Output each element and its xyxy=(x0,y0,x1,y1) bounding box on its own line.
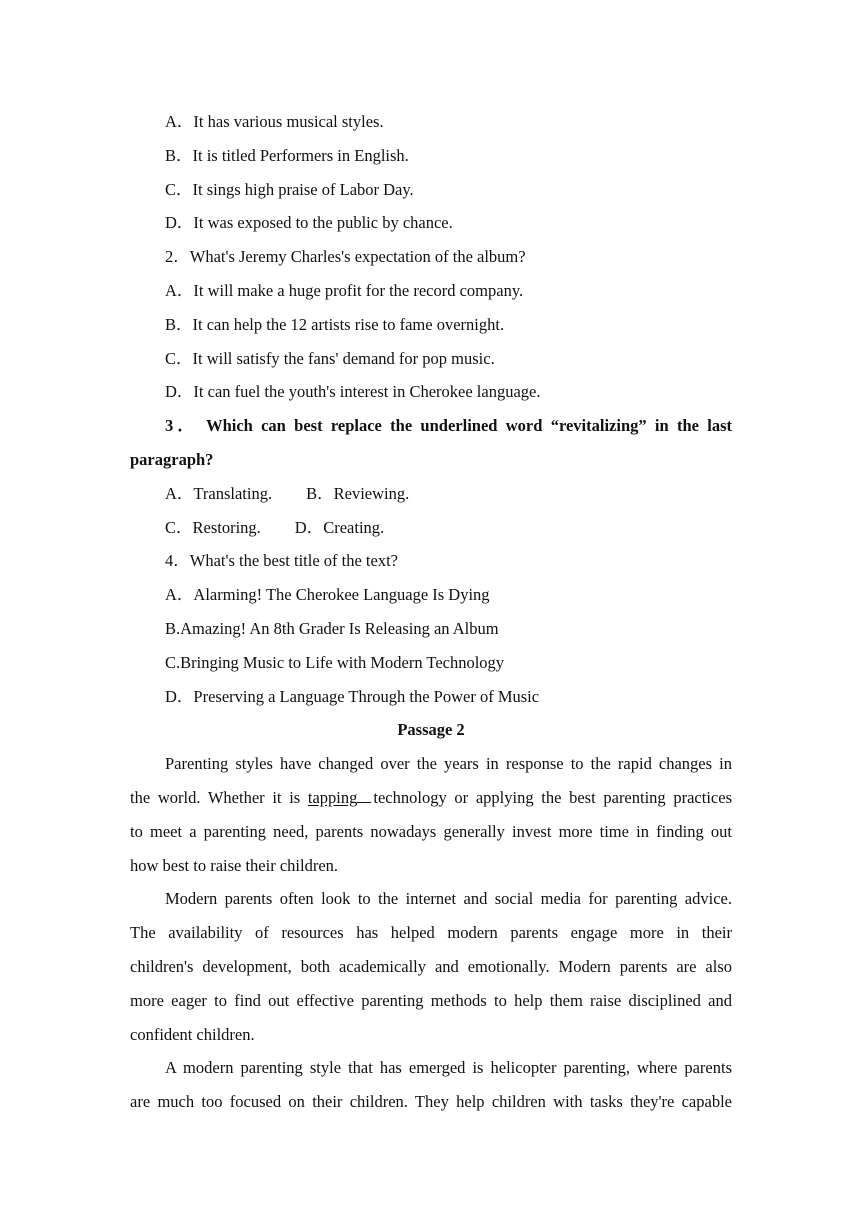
q3-option-d: D．Creating. xyxy=(294,517,385,537)
q1-option-c: C．It sings high praise of Labor Day. xyxy=(165,179,414,199)
q4-option-d: D．Preserving a Language Through the Power of Music xyxy=(165,686,540,706)
q3-option-a: A．Translating. xyxy=(165,483,273,503)
p1-line1: Parenting styles have changed over the years in response to the rapid changes in xyxy=(165,754,732,774)
document-page xyxy=(130,105,732,1119)
q3-options-ab xyxy=(130,477,732,511)
p1-line2-pre: the world. Whether it is xyxy=(130,787,308,807)
p1-line4: how best to raise their children. xyxy=(130,855,339,875)
q1-option-d: D．It was exposed to the public by chance. xyxy=(165,213,453,233)
q2-stem: 2．What's Jeremy Charles's expectation of the album? xyxy=(165,247,526,267)
q2-option-b: B．It can help the 12 artists rise to fame overnight. xyxy=(165,314,505,334)
q3-stem-line2: paragraph? xyxy=(130,449,214,469)
q2-option-d: D．It can fuel the youth's interest in Cherokee language. xyxy=(165,382,541,402)
p2-line5: confident children. xyxy=(130,1024,255,1044)
q1-option-a: A．It has various musical styles. xyxy=(165,112,384,131)
q2-option-c: C．It will satisfy the fans' demand for pop music. xyxy=(165,348,495,368)
q4-option-b: B.Amazing! An 8th Grader Is Releasing an Album xyxy=(165,618,499,638)
q2-option-a: A．It will make a huge profit for the record company. xyxy=(165,280,524,300)
p3-line1: A modern parenting style that has emerged is helicopter parenting, where parents xyxy=(165,1058,732,1078)
underlined-word: tapping xyxy=(307,787,358,807)
p2-line2: The availability of resources has helped modern parents engage more in their xyxy=(130,923,732,943)
passage-heading: Passage 2 xyxy=(397,720,465,740)
p1-line2-post: technology or applying the best parenting practices xyxy=(373,787,732,807)
q3-option-c: C．Restoring. xyxy=(165,517,261,537)
q4-option-c: C.Bringing Music to Life with Modern Technology xyxy=(165,652,505,672)
q1-option-b: B．It is titled Performers in English. xyxy=(165,145,409,165)
underline-blank xyxy=(357,785,371,803)
q3-stem-line1: 3． Which can best replace the underlined word “revitalizing” in the last xyxy=(165,416,732,436)
q3-option-b: B．Reviewing. xyxy=(306,483,410,503)
q4-option-a: A．Alarming! The Cherokee Language Is Dying xyxy=(165,585,490,605)
p1-line2 xyxy=(130,781,732,815)
p2-line1: Modern parents often look to the internet and social media for parenting advice. xyxy=(165,889,732,909)
q3-options-cd xyxy=(130,511,732,545)
q4-stem: 4．What's the best title of the text? xyxy=(165,551,398,571)
p2-line3: children's development, both academically and emotionally. Modern parents are also xyxy=(130,956,732,976)
p1-line3: to meet a parenting need, parents nowadays generally invest more time in finding out xyxy=(130,821,732,841)
p2-line4: more eager to find out effective parenting methods to help them raise disciplined and xyxy=(130,990,732,1010)
p3-line2: are much too focused on their children. They help children with tasks they're capable xyxy=(130,1092,732,1112)
